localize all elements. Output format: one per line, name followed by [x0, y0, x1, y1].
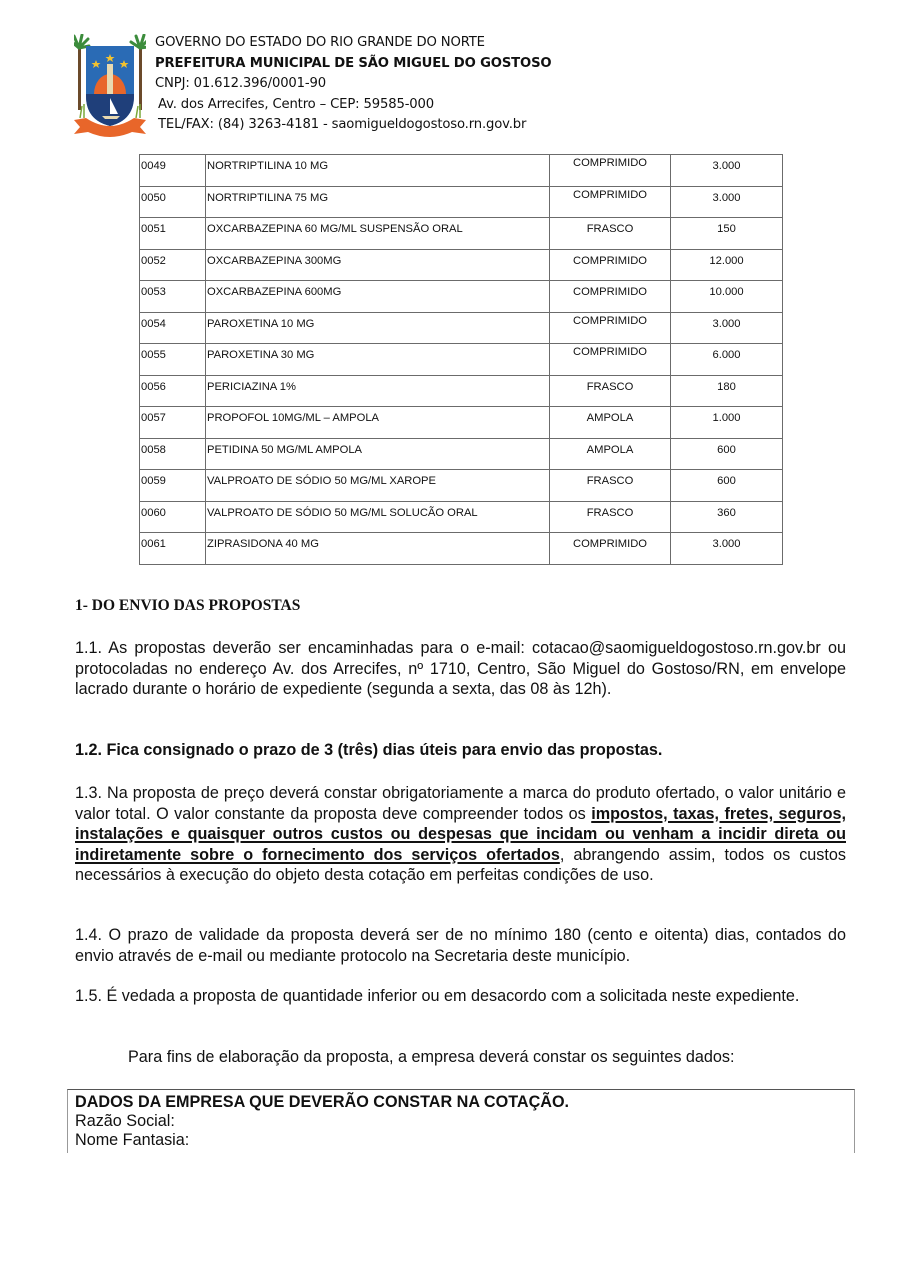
paragraph-1-2: 1.2. Fica consignado o prazo de 3 (três) dias úteis para envio das propostas.: [75, 741, 663, 759]
item-unit: FRASCO: [550, 375, 671, 407]
item-quantity: 150: [671, 218, 783, 250]
item-code: 0057: [140, 407, 206, 439]
item-description: PAROXETINA 30 MG: [206, 344, 550, 376]
paragraph-1-1: 1.1. As propostas deverão ser encaminhadas para o e-mail: cotacao@saomigueldogostoso.rn.gov.br ou protocoladas no endereço Av. dos Arrecifes, nº 1710, Centro, São Miguel do Gostoso/RN, em envelope lacrado durante o horário de expediente (segunda a sexta, das 08 às 12h).: [75, 639, 846, 698]
paragraph-1-3-end: , abrangendo assim, todos os custos necessários à execução do objeto desta cotação em perfeitas condições de uso.: [75, 845, 846, 884]
item-description: OXCARBAZEPINA 300MG: [206, 249, 550, 281]
item-description: PERICIAZINA 1%: [206, 375, 550, 407]
item-quantity: 12.000: [671, 249, 783, 281]
item-unit: AMPOLA: [550, 438, 671, 470]
item-description: PETIDINA 50 MG/ML AMPOLA: [206, 438, 550, 470]
item-code: 0053: [140, 281, 206, 313]
company-data-box: [67, 1089, 855, 1153]
table-row: [140, 375, 783, 407]
item-code: 0059: [140, 470, 206, 502]
item-quantity: 3.000: [671, 186, 783, 218]
table-row: [140, 249, 783, 281]
cnpj-line: CNPJ: 01.612.396/0001-90: [155, 76, 326, 92]
item-unit: FRASCO: [550, 501, 671, 533]
table-row: [140, 344, 783, 376]
municipal-coat-of-arms-icon: [74, 34, 146, 140]
company-field-trade-name: Nome Fantasia:: [75, 1131, 190, 1149]
table-row: [140, 501, 783, 533]
item-code: 0058: [140, 438, 206, 470]
item-description: VALPROATO DE SÓDIO 50 MG/ML SOLUCÃO ORAL: [206, 501, 550, 533]
table-row: [140, 312, 783, 344]
letterhead: [0, 0, 900, 150]
paragraph-1-3: [75, 783, 846, 886]
table-row: [140, 155, 783, 187]
item-unit: AMPOLA: [550, 407, 671, 439]
table-row: [140, 470, 783, 502]
item-description: PAROXETINA 10 MG: [206, 312, 550, 344]
table-row: [140, 407, 783, 439]
item-quantity: 10.000: [671, 281, 783, 313]
table-row: [140, 218, 783, 250]
item-unit: COMPRIMIDO: [550, 344, 671, 376]
item-description: ZIPRASIDONA 40 MG: [206, 533, 550, 565]
item-quantity: 600: [671, 438, 783, 470]
paragraph-1-3-emphasis: impostos, taxas, fretes, seguros, instalações e quaisquer outros custos ou despesas que incidam ou venham a incidir direta ou indiretamente sobre o fornecimento dos serviços ofertados: [75, 804, 846, 864]
item-unit: COMPRIMIDO: [550, 533, 671, 565]
item-unit: COMPRIMIDO: [550, 249, 671, 281]
item-unit: COMPRIMIDO: [550, 186, 671, 218]
item-unit: COMPRIMIDO: [550, 155, 671, 187]
item-code: 0051: [140, 218, 206, 250]
item-code: 0049: [140, 155, 206, 187]
item-description: NORTRIPTILINA 10 MG: [206, 155, 550, 187]
paragraph-1-4: 1.4. O prazo de validade da proposta deverá ser de no mínimo 180 (cento e oitenta) dias, contados do envio através de e-mail ou mediante protocolo na Secretaria deste município.: [75, 926, 846, 965]
item-quantity: 360: [671, 501, 783, 533]
item-description: OXCARBAZEPINA 600MG: [206, 281, 550, 313]
item-description: VALPROATO DE SÓDIO 50 MG/ML XAROPE: [206, 470, 550, 502]
item-code: 0056: [140, 375, 206, 407]
section-title: 1- DO ENVIO DAS PROPOSTAS: [75, 597, 301, 614]
paragraph-instructions: Para fins de elaboração da proposta, a empresa deverá constar os seguintes dados:: [128, 1048, 735, 1066]
item-quantity: 6.000: [671, 344, 783, 376]
item-quantity: 3.000: [671, 533, 783, 565]
item-code: 0055: [140, 344, 206, 376]
paragraph-1-5: 1.5. É vedada a proposta de quantidade inferior ou em desacordo com a solicitada neste expediente.: [75, 987, 800, 1005]
item-description: OXCARBAZEPINA 60 MG/ML SUSPENSÃO ORAL: [206, 218, 550, 250]
item-code: 0061: [140, 533, 206, 565]
municipality-name: PREFEITURA MUNICIPAL DE SÃO MIGUEL DO GOSTOSO: [155, 55, 552, 71]
item-unit: FRASCO: [550, 218, 671, 250]
item-unit: FRASCO: [550, 470, 671, 502]
table-row: [140, 533, 783, 565]
address-line: Av. dos Arrecifes, Centro – CEP: 59585-000: [158, 96, 435, 112]
paragraph-1-3-start: 1.3. Na proposta de preço deverá constar obrigatoriamente a marca do produto ofertado, o valor unitário e valor total. O valor constante da proposta deve compreender todos os: [75, 784, 846, 823]
item-quantity: 3.000: [671, 312, 783, 344]
item-description: PROPOFOL 10MG/ML – AMPOLA: [206, 407, 550, 439]
item-code: 0050: [140, 186, 206, 218]
table-row: [140, 186, 783, 218]
item-unit: COMPRIMIDO: [550, 312, 671, 344]
item-code: 0060: [140, 501, 206, 533]
item-quantity: 1.000: [671, 407, 783, 439]
item-quantity: 600: [671, 470, 783, 502]
company-field-legal-name: Razão Social:: [75, 1112, 175, 1130]
item-quantity: 3.000: [671, 155, 783, 187]
table-row: [140, 438, 783, 470]
item-code: 0054: [140, 312, 206, 344]
item-description: NORTRIPTILINA 75 MG: [206, 186, 550, 218]
item-quantity: 180: [671, 375, 783, 407]
company-box-title: DADOS DA EMPRESA QUE DEVERÃO CONSTAR NA COTAÇÃO.: [75, 1093, 570, 1111]
item-code: 0052: [140, 249, 206, 281]
contact-line: TEL/FAX: (84) 3263-4181 - saomigueldogostoso.rn.gov.br: [158, 117, 527, 133]
state-government-line: GOVERNO DO ESTADO DO RIO GRANDE DO NORTE: [155, 35, 485, 50]
items-table: [139, 154, 783, 565]
item-unit: COMPRIMIDO: [550, 281, 671, 313]
table-row: [140, 281, 783, 313]
